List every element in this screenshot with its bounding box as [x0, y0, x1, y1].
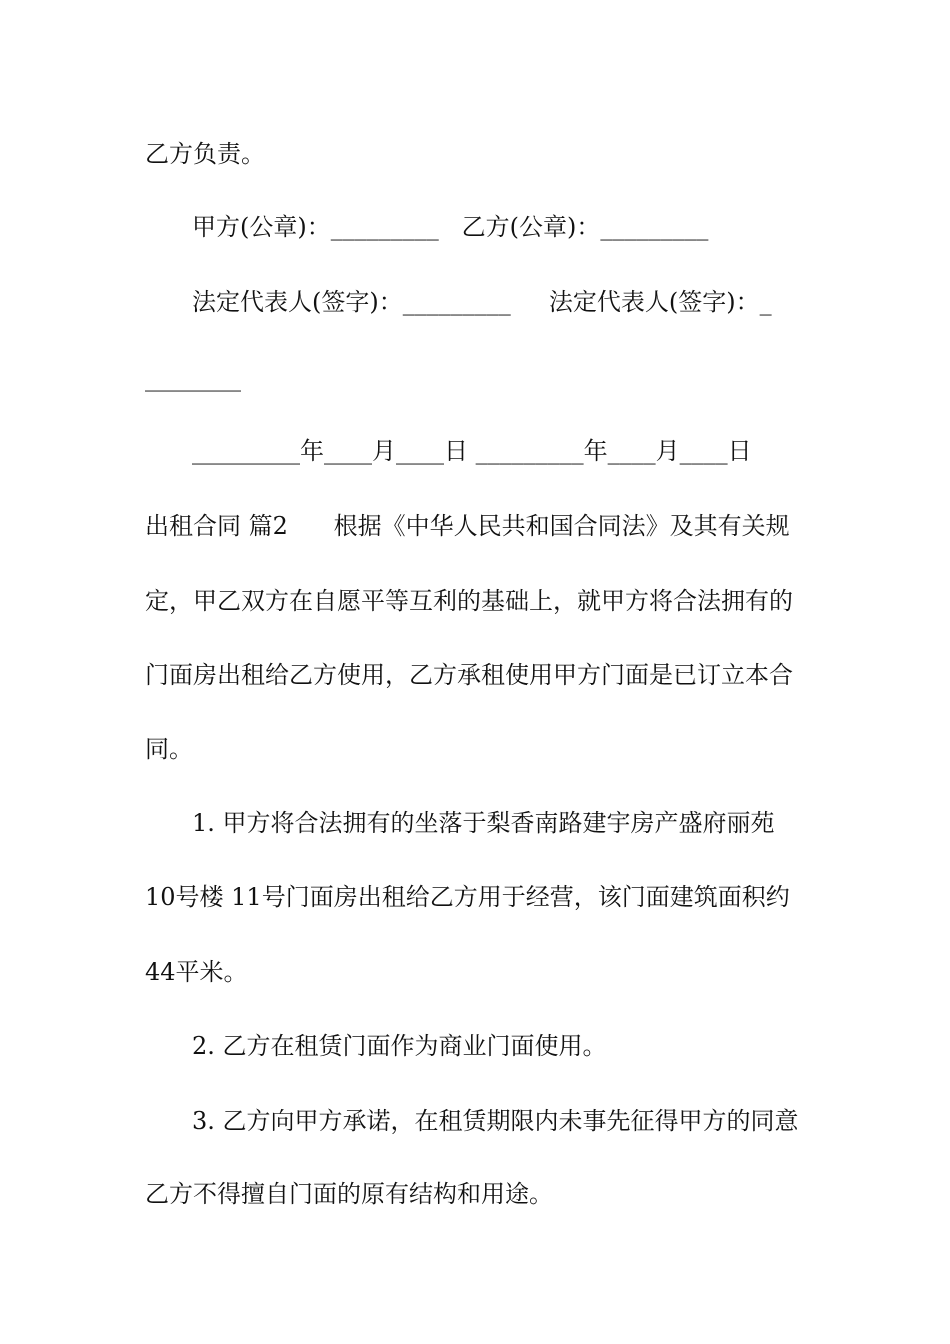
clause-3-continuation: 乙方不得擅自门面的原有结构和用途。	[145, 1180, 553, 1208]
text-line-7: 定，甲乙双方在自愿平等互利的基础上，就甲方将合法拥有的	[145, 587, 793, 615]
clause-2-line: 2. 乙方在租赁门面作为商业门面使用。	[192, 1032, 607, 1060]
text-line-9: 同。	[145, 735, 193, 763]
representative-signature-line: 法定代表人(签字)：_________ 法定代表人(签字)：_	[192, 288, 772, 316]
contract-heading-line: 出租合同 篇2 根据《中华人民共和国合同法》及其有关规	[145, 512, 790, 540]
clause-1-end: 44平米。	[145, 958, 248, 986]
text-line-8: 门面房出租给乙方使用，乙方承租使用甲方门面是已订立本合	[145, 661, 793, 689]
seal-signature-line: 甲方(公章)：_________ 乙方(公章)：_________	[192, 213, 709, 241]
text-line-1: 乙方负责。	[145, 140, 265, 168]
signature-continuation-line: ________	[145, 364, 241, 392]
clause-3-line: 3. 乙方向甲方承诺，在租赁期限内未事先征得甲方的同意	[192, 1107, 799, 1135]
clause-1-continuation: 10号楼 11号门面房出租给乙方用于经营，该门面建筑面积约	[145, 883, 790, 911]
clause-1-line: 1. 甲方将合法拥有的坐落于梨香南路建宇房产盛府丽苑	[192, 809, 775, 837]
date-line: _________年____月____日 _________年____月____日	[192, 437, 752, 465]
